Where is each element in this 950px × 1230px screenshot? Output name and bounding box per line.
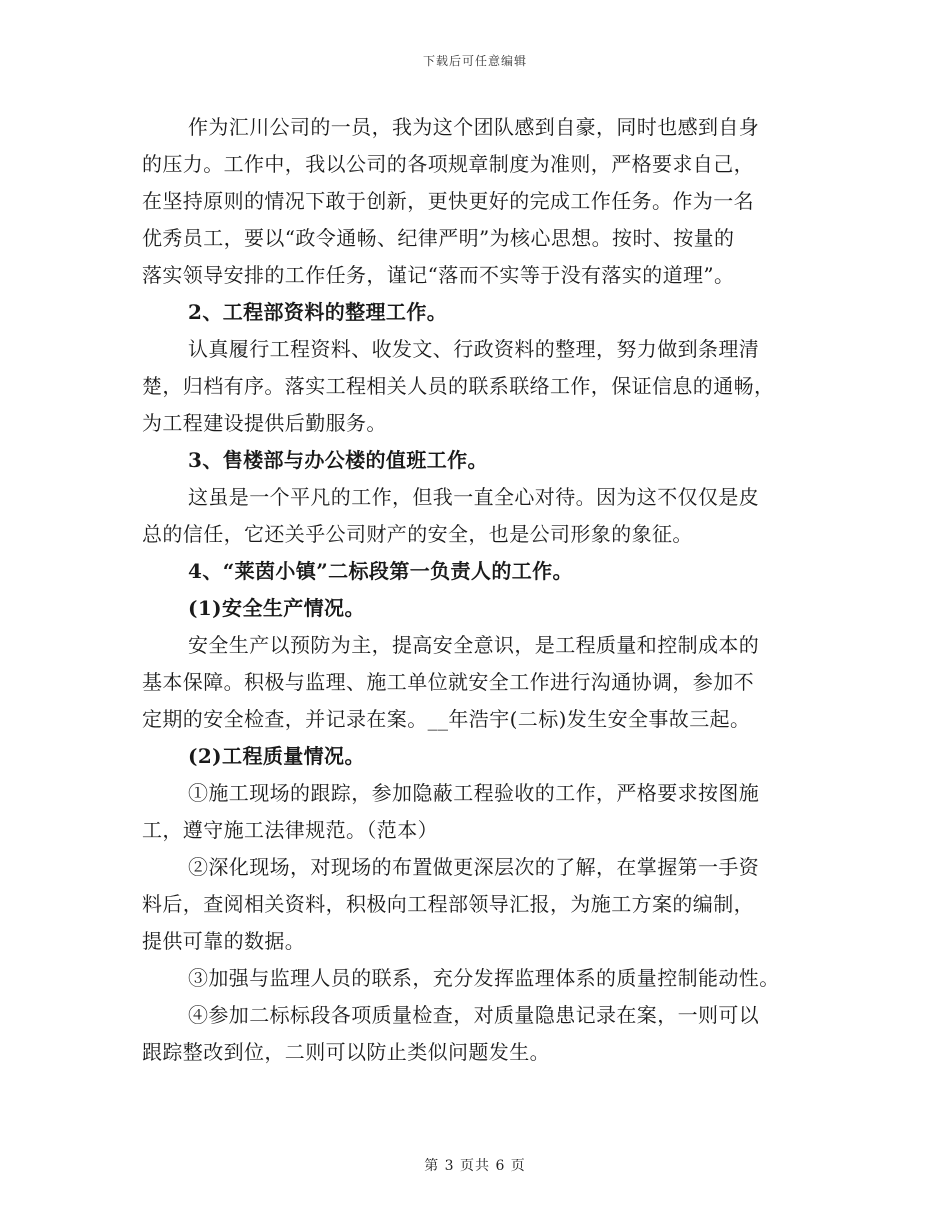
paragraph-line: 料后，查阅相关资料，积极向工程部领导汇报，为施工方案的编制， [142, 892, 754, 916]
paragraph-line: 在坚持原则的情况下敢于创新，更快更好的完成工作任务。作为一名 [142, 189, 754, 213]
paragraph-line: ①施工现场的跟踪，参加隐蔽工程验收的工作，严格要求按图施 [188, 781, 760, 805]
paragraph-line: 优秀员工，要以“政令通畅、纪律严明”为核心思想。按时、按量的 [142, 226, 735, 250]
paragraph-line: 为工程建设提供后勤服务。 [142, 411, 387, 435]
paragraph-line: ②深化现场，对现场的布置做更深层次的了解，在掌握第一手资 [188, 855, 760, 879]
paragraph-line: ④参加二标标段各项质量检查，对质量隐患记录在案，一则可以 [188, 1003, 760, 1027]
paragraph-line: 落实领导安排的工作任务，谨记“落而不实等于没有落实的道理”。 [142, 263, 735, 287]
section-heading: 2、工程部资料的整理工作。 [188, 300, 448, 324]
paragraph-line: 基本保障。积极与监理、施工单位就安全工作进行沟通协调，参加不 [142, 670, 754, 694]
paragraph-line: 这虽是一个平凡的工作，但我一直全心对待。因为这不仅仅是皮 [188, 485, 760, 509]
paragraph-line: ③加强与监理人员的联系，充分发挥监理体系的质量控制能动性。 [188, 966, 780, 990]
paragraph-line: 工，遵守施工法律规范。（范本） [142, 818, 438, 842]
paragraph-line: 作为汇川公司的一员，我为这个团队感到自豪，同时也感到自身 [188, 115, 760, 139]
document-body [142, 109, 822, 1071]
paragraph-line: 定期的安全检查，并记录在案。__年浩宇(二标)发生安全事故三起。 [142, 707, 751, 731]
section-heading: 3、售楼部与办公楼的值班工作。 [188, 448, 488, 472]
paragraph-line: 提供可靠的数据。 [142, 929, 306, 953]
paragraph-line: 安全生产以预防为主，提高安全意识，是工程质量和控制成本的 [188, 633, 760, 657]
paragraph-line: 跟踪整改到位，二则可以防止类似问题发生。 [142, 1040, 550, 1064]
section-heading: 4、“莱茵小镇”二标段第一负责人的工作。 [188, 559, 573, 583]
paragraph-line: 楚，归档有序。落实工程相关人员的联系联络工作，保证信息的通畅， [142, 374, 775, 398]
subsection-heading: (1)安全生产情况。 [188, 596, 365, 620]
paragraph-line: 认真履行工程资料、收发文、行政资料的整理，努力做到条理清 [188, 337, 760, 361]
paragraph-line: 总的信任，它还关乎公司财产的安全，也是公司形象的象征。 [142, 522, 693, 546]
page-header: 下载后可任意编辑 [422, 54, 527, 68]
paragraph-line: 的压力。工作中，我以公司的各项规章制度为准则，严格要求自己， [142, 152, 754, 176]
subsection-heading: (2)工程质量情况。 [188, 744, 365, 768]
page-footer: 第 3 页共 6 页 [424, 1158, 526, 1174]
